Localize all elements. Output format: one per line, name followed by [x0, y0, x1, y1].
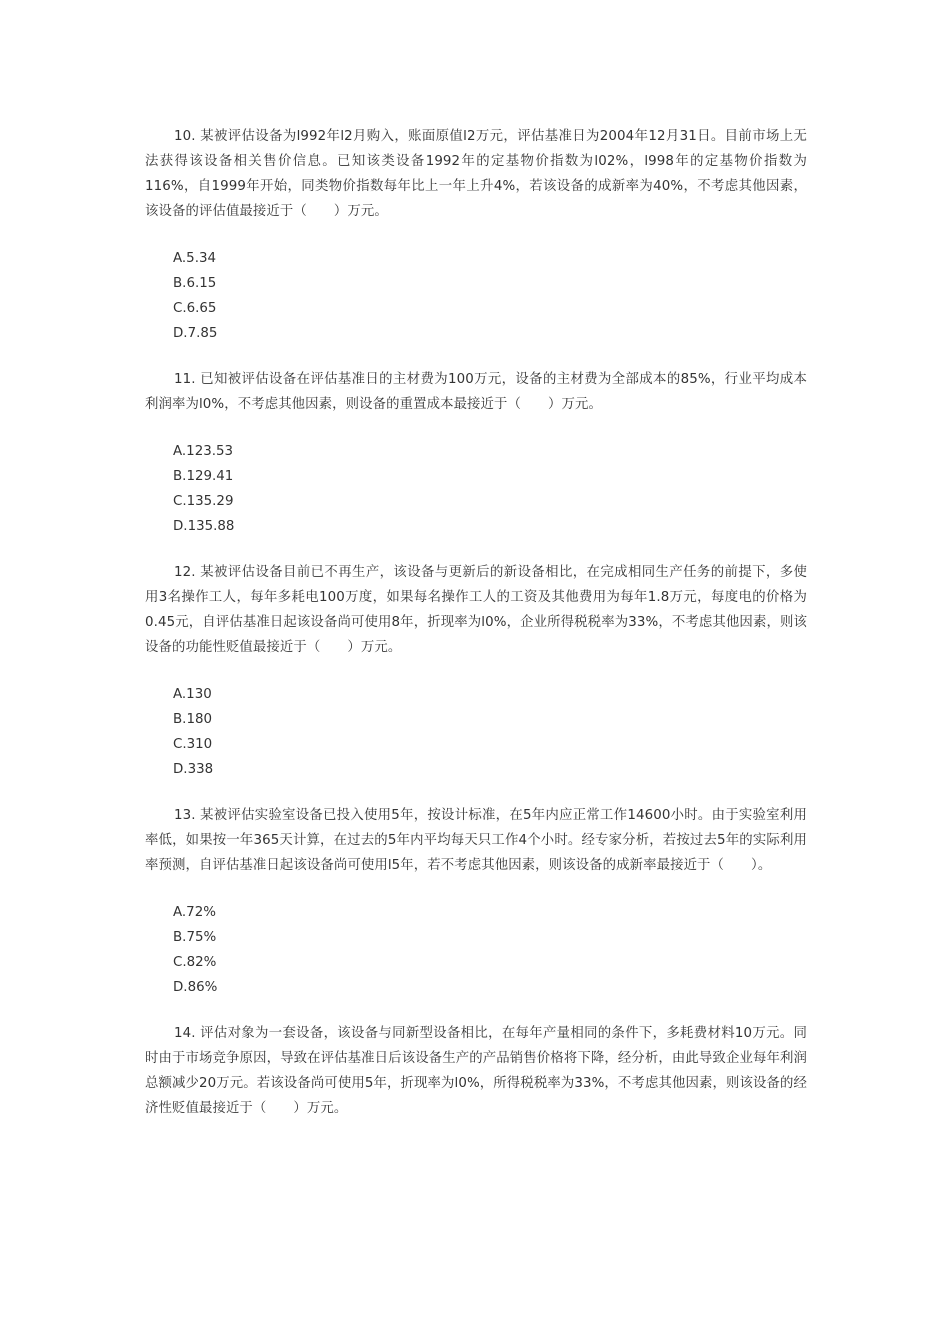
option-d: D.135.88: [173, 519, 235, 534]
question-text: 12. 某被评估设备目前已不再生产，该设备与更新后的新设备相比，在完成相同生产任务的前提下，多使用3名操作工人，每年多耗电100万度，如果每名操作工人的工资及其他费用为每年1.8万元，每度电的价格为0.45元，自评估基准日起该设备尚可使用8年，折现率为l0%，企业所得税税率为33%，不考虑其他因素，则该设备的功能性贬值最接近于（ ）万元。: [145, 565, 807, 655]
option-d: D.338: [173, 762, 214, 777]
option-list: [145, 682, 807, 782]
option-c: C.135.29: [173, 494, 234, 509]
option-a: A.123.53: [173, 444, 234, 459]
option-list: [145, 900, 807, 1000]
option-c: C.310: [173, 737, 213, 752]
option-list: [145, 439, 807, 539]
option-a: A.5.34: [173, 251, 216, 266]
question-text: 11. 已知被评估设备在评估基准日的主材费为100万元，设备的主材费为全部成本的85%，行业平均成本利润率为l0%，不考虑其他因素，则设备的重置成本最接近于（ ）万元。: [145, 372, 807, 412]
option-b: B.180: [173, 712, 213, 727]
question-10: [145, 124, 807, 346]
option-a: A.130: [173, 687, 212, 702]
document-page: [145, 124, 807, 1142]
option-b: B.6.15: [173, 276, 217, 291]
question-14: [145, 1021, 807, 1121]
option-d: D.86%: [173, 980, 218, 995]
option-b: B.129.41: [173, 469, 234, 484]
option-a: A.72%: [173, 905, 216, 920]
option-c: C.82%: [173, 955, 217, 970]
question-text: 10. 某被评估设备为l992年l2月购入，账面原值l2万元，评估基准日为2004年12月31日。目前市场上无法获得该设备相关售价信息。已知该类设备1992年的定基物价指数为l02%，l998年的定基物价指数为116%，自1999年开始，同类物价指数每年比上一年上升4%，若该设备的成新率为40%，不考虑其他因素，该设备的评估值最接近于（ ）万元。: [145, 129, 807, 219]
option-d: D.7.85: [173, 326, 218, 341]
option-list: [145, 246, 807, 346]
question-text: 13. 某被评估实验室设备已投入使用5年，按设计标准，在5年内应正常工作14600小时。由于实验室利用率低，如果按一年365天计算，在过去的5年内平均每天只工作4个小时。经专家分析，若按过去5年的实际利用率预测，自评估基准日起该设备尚可使用l5年，若不考虑其他因素，则该设备的成新率最接近于（ ）。: [145, 808, 807, 873]
question-text: 14. 评估对象为一套设备，该设备与同新型设备相比，在每年产量相同的条件下，多耗费材料10万元。同时由于市场竞争原因，导致在评估基准日后该设备生产的产品销售价格将下降，经分析，由此导致企业每年利润总额减少20万元。若该设备尚可使用5年，折现率为l0%，所得税税率为33%，不考虑其他因素，则该设备的经济性贬值最接近于（ ）万元。: [145, 1026, 807, 1116]
question-11: [145, 367, 807, 539]
question-13: [145, 803, 807, 1000]
option-c: C.6.65: [173, 301, 217, 316]
question-12: [145, 560, 807, 782]
option-b: B.75%: [173, 930, 217, 945]
